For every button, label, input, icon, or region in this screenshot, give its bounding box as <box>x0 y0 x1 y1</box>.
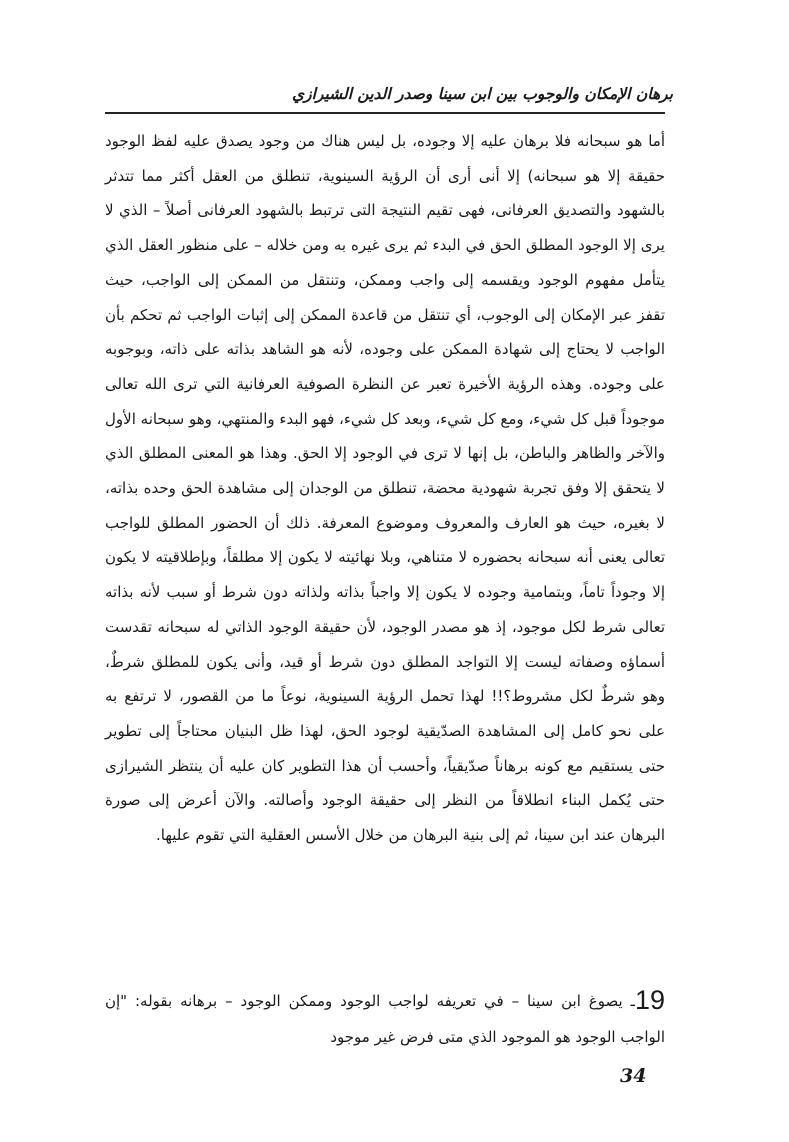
body-paragraph: أما هو سبحانه فلا برهان عليه إلا وجوده، بل ليس هناك من وجود يصدق عليه لفظ الوجود حقيقة إلا هو سبحانه) إلا أنى أرى أن الرؤية السينوية، تنطلق من العقل أكثر مما تتدثر بالشهود والتصديق العرفانى، فهى تقيم النتيجة التى ترتبط بالشهود العرفانى أصلاً – الذي لا يرى إلا الوجود المطلق الحق في البدء ثم يرى غيره به ومن خلاله – على منظور العقل الذي يتأمل مفهوم الوجود ويقسمه إلى واجب وممكن، وتنتقل من الممكن إلى الواجب، حيث تقفز عبر الإمكان إلى الوجوب، أي تنتقل من قاعدة الممكن إلى إثبات الواجب ثم تحكم بأن الواجب لا يحتاج إلى شهادة الممكن على وجوده، لأنه هو الشاهد بذاته على ذاته، وبوجوبه على وجوده. وهذه الرؤية الأخيرة تعبر عن النظرة الصوفية العرفانية التي ترى الله تعالى موجوداً قبل كل شيء، ومع كل شيء، وبعد كل شيء، فهو البدء والمنتهي، وهو سبحانه الأول والآخر والظاهر والباطن، بل إنها لا ترى في الوجود إلا الحق. وهذا هو المعنى المطلق الذي لا يتحقق إلا وفق تجربة شهودية محضة، تنطلق من الوجدان إلى مشاهدة الحق وحده بذاته، لا بغيره، حيث هو العارف والمعروف وموضوع المعرفة. ذلك أن الحضور المطلق للواجب تعالى يعنى أنه سبحانه بحضوره لا متناهي، وبلا نهائيته لا يكون إلا مطلقاً، وبإطلاقيته لا يكون إلا وجوداً تاماً، وبتمامية وجوده لا يكون إلا واجباً بذاته ولذاته دون شرط أو سبب لأنه بذاته تعالى شرط لكل موجود، إذ هو مصدر الوجود، لأن حقيقة الوجود الذاتي له سبحانه تقدست أسماؤه وصفاته ليست إلا التواجد المطلق دون شرط أو قيد، وأنى يكون للمطلق شرطٌ، وهو شرطٌ لكل مشروط؟!! لهذا تحمل الرؤية السينوية، نوعاً ما من القصور، لا ترتفع به على نحو كامل إلى المشاهدة الصدّيقية لوجود الحق، لهذا ظل البنيان محتاجاً إلى تطوير حتى يستقيم مع كونه برهاناً صدّيقياً، وأحسب أن هذا التطوير كان عليه أن ينتظر الشيرازى حتى يُكمل البناء انطلاقاً من النظر إلى حقيقة الوجود وأصالته. والآن أعرض إلى صورة البرهان عند ابن سينا، ثم إلى بنية البرهان من خلال الأسس العقلية التي تقوم عليها. <box>105 132 665 845</box>
footnote <box>105 983 665 1055</box>
running-header-title: برهان الإمكان والوجوب بين ابن سينا وصدر الدين الشيرازي <box>292 84 673 103</box>
footnote-number: 19 <box>634 985 665 1015</box>
footnote-text: ـ يصوغ ابن سينا – في تعريفه لواجب الوجود وممكن الوجود – برهانه بقوله: "إن الواجب الوجود هو الموجود الذي متى فرض غير موجود <box>105 992 665 1046</box>
page-number: 34 <box>620 1065 647 1087</box>
header-divider <box>105 112 665 114</box>
